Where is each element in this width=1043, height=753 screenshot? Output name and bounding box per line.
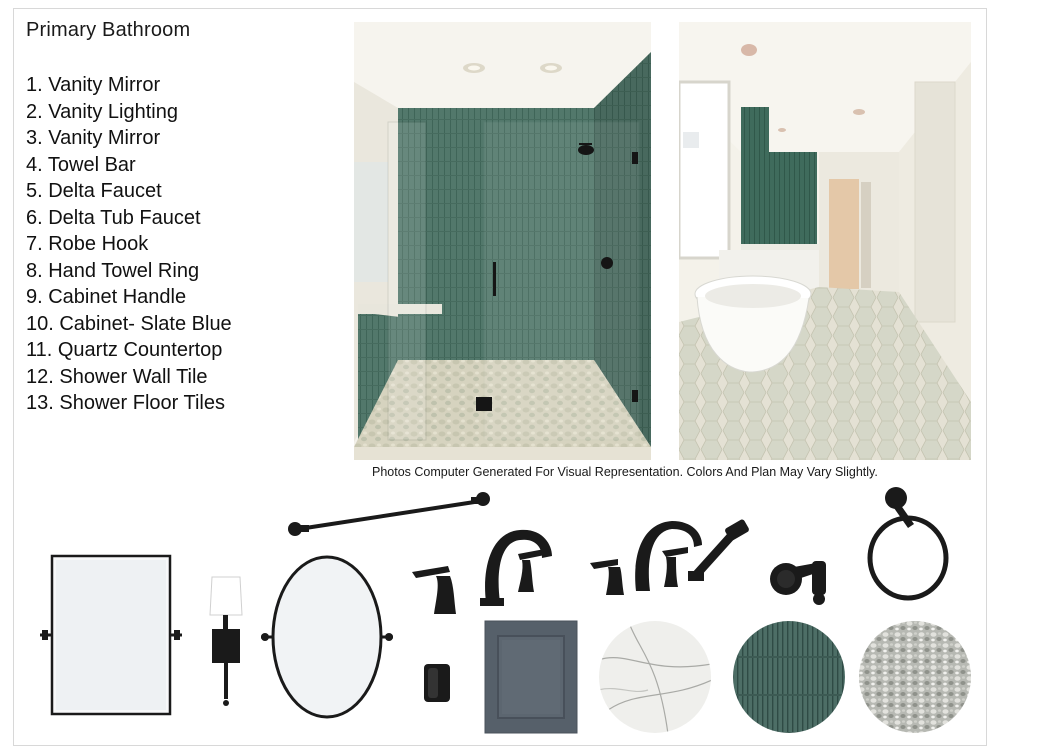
- list-item: 7. Robe Hook: [26, 233, 149, 255]
- rectangular-mirror-icon: [40, 552, 185, 718]
- cabinet-door-swatch-icon: [484, 620, 578, 734]
- towel-ring-icon: [860, 484, 952, 606]
- list-item: 5. Delta Faucet: [26, 180, 162, 202]
- list-item: 12. Shower Wall Tile: [26, 365, 208, 388]
- floor-tile-swatch-icon: [858, 620, 972, 734]
- list-item: 10. Cabinet- Slate Blue: [26, 312, 232, 335]
- disclaimer-caption: Photos Computer Generated For Visual Representation. Colors And Plan May Vary Slightly.: [372, 465, 878, 479]
- shower-photo: [354, 22, 651, 460]
- list-item: 13. Shower Floor Tiles: [26, 392, 225, 414]
- list-item: 1. Vanity Mirror: [26, 74, 161, 96]
- oval-mirror-icon: [259, 552, 395, 722]
- wall-tile-swatch-icon: [732, 620, 846, 734]
- list-item: 11. Quartz Countertop: [26, 339, 223, 361]
- faucet-icon: [410, 520, 558, 620]
- item-list: [26, 72, 232, 417]
- list-item: 9. Cabinet Handle: [26, 286, 187, 308]
- tub-photo: [679, 22, 971, 460]
- cabinet-knob-icon: [420, 660, 454, 706]
- page-title: Primary Bathroom: [26, 19, 191, 41]
- list-item: 4. Towel Bar: [26, 153, 136, 176]
- quartz-swatch-icon: [598, 620, 712, 734]
- wall-sconce-icon: [206, 575, 246, 715]
- tub-faucet-icon: [588, 515, 753, 597]
- robe-hook-icon: [768, 553, 830, 609]
- list-item: 6. Delta Tub Faucet: [26, 206, 201, 229]
- list-item: 2. Vanity Lighting: [26, 100, 178, 123]
- list-item: 8. Hand Towel Ring: [26, 259, 200, 282]
- list-item: 3. Vanity Mirror: [26, 127, 161, 149]
